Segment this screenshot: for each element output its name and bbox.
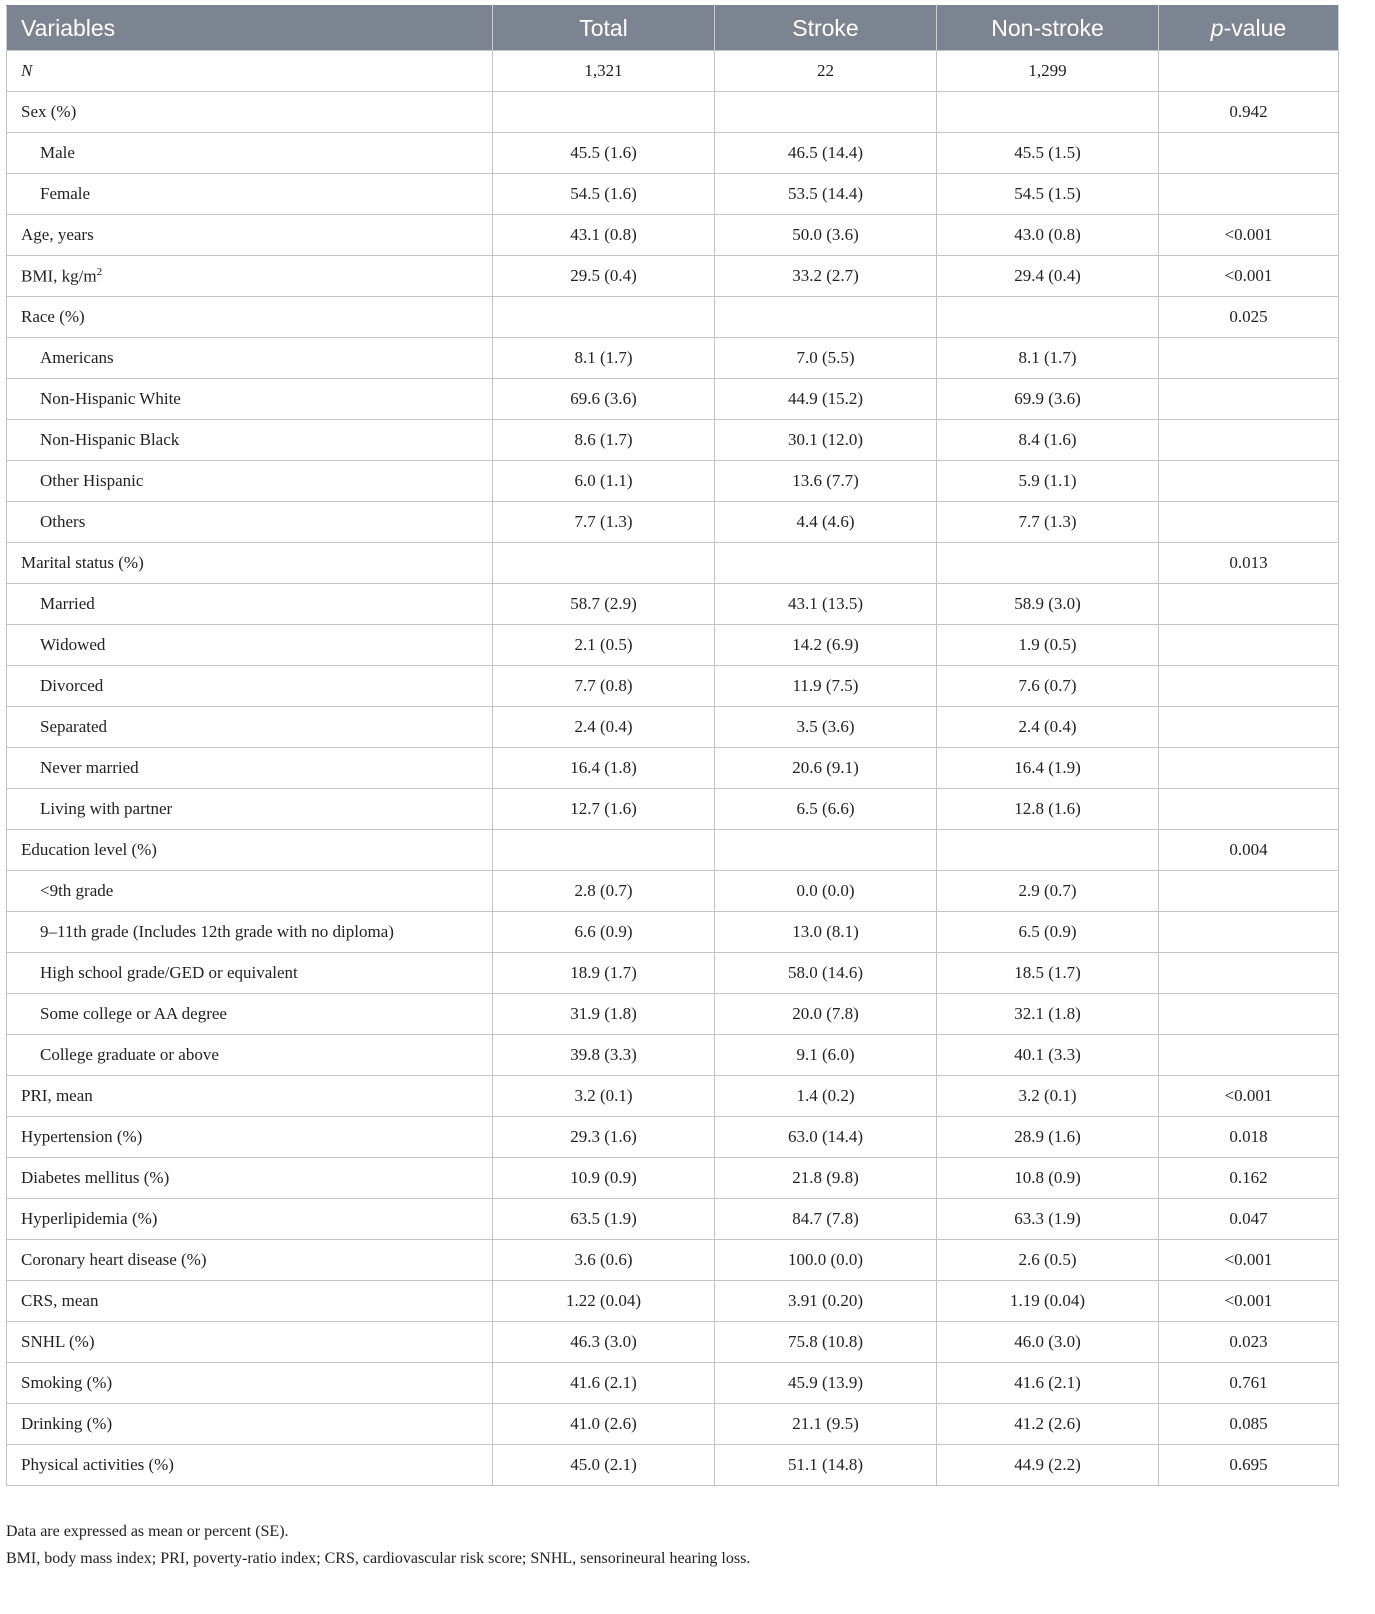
table-row	[7, 1117, 1339, 1158]
header-variables: Variables	[7, 6, 493, 51]
table-row	[7, 502, 1339, 543]
cell-variable	[7, 379, 493, 420]
footnote-2: BMI, body mass index; PRI, poverty-ratio index; CRS, cardiovascular risk score; SNHL, sensorineural hearing loss.	[6, 1550, 751, 1567]
cell-total: 7.7 (1.3)	[493, 502, 715, 543]
cell-variable	[7, 830, 493, 871]
cell-nonstroke	[937, 543, 1159, 584]
header-row	[7, 6, 1339, 51]
cell-nonstroke: 12.8 (1.6)	[937, 789, 1159, 830]
table-row	[7, 666, 1339, 707]
header-p-letter: p	[1210, 14, 1224, 41]
cell-stroke: 58.0 (14.6)	[715, 953, 937, 994]
cell-p	[1159, 51, 1339, 92]
cell-stroke: 50.0 (3.6)	[715, 215, 937, 256]
cell-nonstroke: 2.9 (0.7)	[937, 871, 1159, 912]
cell-stroke: 43.1 (13.5)	[715, 584, 937, 625]
cell-p: 0.004	[1159, 830, 1339, 871]
footnote-1: Data are expressed as mean or percent (SE).	[6, 1523, 289, 1540]
table-row	[7, 215, 1339, 256]
cell-total	[493, 92, 715, 133]
cell-variable	[7, 871, 493, 912]
table-row	[7, 584, 1339, 625]
cell-nonstroke	[937, 92, 1159, 133]
cell-p: 0.047	[1159, 1199, 1339, 1240]
cell-stroke: 63.0 (14.4)	[715, 1117, 937, 1158]
cell-p	[1159, 338, 1339, 379]
cell-total: 2.1 (0.5)	[493, 625, 715, 666]
table-row	[7, 543, 1339, 584]
cell-variable	[7, 502, 493, 543]
table-row	[7, 1035, 1339, 1076]
cell-p	[1159, 584, 1339, 625]
cell-stroke: 53.5 (14.4)	[715, 174, 937, 215]
cell-stroke: 20.6 (9.1)	[715, 748, 937, 789]
cell-total: 10.9 (0.9)	[493, 1158, 715, 1199]
cell-total: 69.6 (3.6)	[493, 379, 715, 420]
variable-label: CRS, mean	[21, 1291, 99, 1310]
cell-nonstroke: 7.7 (1.3)	[937, 502, 1159, 543]
cell-nonstroke: 58.9 (3.0)	[937, 584, 1159, 625]
cell-p	[1159, 748, 1339, 789]
cell-total	[493, 830, 715, 871]
cell-p: <0.001	[1159, 1240, 1339, 1281]
table-row	[7, 1076, 1339, 1117]
variable-label: Americans	[40, 348, 114, 367]
cell-p: 0.085	[1159, 1404, 1339, 1445]
cell-stroke	[715, 92, 937, 133]
cell-nonstroke: 16.4 (1.9)	[937, 748, 1159, 789]
cell-total: 6.6 (0.9)	[493, 912, 715, 953]
cell-total: 8.6 (1.7)	[493, 420, 715, 461]
cell-nonstroke: 45.5 (1.5)	[937, 133, 1159, 174]
cell-variable	[7, 789, 493, 830]
cell-variable	[7, 1199, 493, 1240]
variable-superscript: 2	[96, 265, 103, 278]
cell-variable	[7, 92, 493, 133]
cell-nonstroke: 69.9 (3.6)	[937, 379, 1159, 420]
cell-variable	[7, 1404, 493, 1445]
variable-label: Smoking (%)	[21, 1373, 113, 1392]
header-non-stroke: Non-stroke	[937, 6, 1159, 51]
cell-p	[1159, 666, 1339, 707]
cell-nonstroke: 1.19 (0.04)	[937, 1281, 1159, 1322]
cell-total: 8.1 (1.7)	[493, 338, 715, 379]
table-row	[7, 174, 1339, 215]
variable-label: College graduate or above	[40, 1045, 219, 1064]
table-row	[7, 1240, 1339, 1281]
cell-stroke: 7.0 (5.5)	[715, 338, 937, 379]
cell-p	[1159, 789, 1339, 830]
table-row	[7, 871, 1339, 912]
table-row	[7, 1281, 1339, 1322]
cell-stroke: 3.91 (0.20)	[715, 1281, 937, 1322]
table-row	[7, 830, 1339, 871]
cell-nonstroke: 29.4 (0.4)	[937, 256, 1159, 297]
cell-p: <0.001	[1159, 1076, 1339, 1117]
variable-label: Separated	[40, 717, 108, 736]
table-row	[7, 1445, 1339, 1486]
cell-variable	[7, 1281, 493, 1322]
cell-p: 0.162	[1159, 1158, 1339, 1199]
cell-stroke	[715, 830, 937, 871]
cell-nonstroke	[937, 830, 1159, 871]
cell-nonstroke: 8.1 (1.7)	[937, 338, 1159, 379]
cell-nonstroke: 32.1 (1.8)	[937, 994, 1159, 1035]
cell-total: 29.5 (0.4)	[493, 256, 715, 297]
cell-p	[1159, 1035, 1339, 1076]
cell-total: 39.8 (3.3)	[493, 1035, 715, 1076]
cell-p	[1159, 379, 1339, 420]
cell-stroke: 11.9 (7.5)	[715, 666, 937, 707]
table-row	[7, 625, 1339, 666]
cell-total: 29.3 (1.6)	[493, 1117, 715, 1158]
variable-label: Non-Hispanic Black	[40, 430, 180, 449]
variable-label: Diabetes mellitus (%)	[21, 1168, 170, 1187]
cell-variable	[7, 256, 493, 297]
cell-p	[1159, 502, 1339, 543]
cell-nonstroke: 44.9 (2.2)	[937, 1445, 1159, 1486]
variable-label: Hyperlipidemia (%)	[21, 1209, 158, 1228]
cell-nonstroke: 63.3 (1.9)	[937, 1199, 1159, 1240]
cell-stroke: 9.1 (6.0)	[715, 1035, 937, 1076]
variable-label: Living with partner	[40, 799, 173, 818]
variable-label: SNHL (%)	[21, 1332, 95, 1351]
table-row	[7, 953, 1339, 994]
cell-total: 43.1 (0.8)	[493, 215, 715, 256]
cell-p: <0.001	[1159, 1281, 1339, 1322]
variable-label: Marital status (%)	[21, 553, 144, 572]
cell-p: 0.695	[1159, 1445, 1339, 1486]
table-row	[7, 1363, 1339, 1404]
table-row	[7, 994, 1339, 1035]
table-row	[7, 92, 1339, 133]
table-footnotes	[6, 1518, 1346, 1572]
cell-p: 0.761	[1159, 1363, 1339, 1404]
cell-p	[1159, 871, 1339, 912]
header-stroke: Stroke	[715, 6, 937, 51]
cell-stroke	[715, 543, 937, 584]
table-row	[7, 707, 1339, 748]
variable-label: Race (%)	[21, 307, 85, 326]
cell-p	[1159, 174, 1339, 215]
cell-nonstroke: 54.5 (1.5)	[937, 174, 1159, 215]
cell-stroke: 30.1 (12.0)	[715, 420, 937, 461]
cell-stroke: 44.9 (15.2)	[715, 379, 937, 420]
cell-variable	[7, 543, 493, 584]
variable-label: Some college or AA degree	[40, 1004, 227, 1023]
cell-nonstroke: 18.5 (1.7)	[937, 953, 1159, 994]
cell-nonstroke: 28.9 (1.6)	[937, 1117, 1159, 1158]
cell-stroke: 45.9 (13.9)	[715, 1363, 937, 1404]
cell-stroke: 4.4 (4.6)	[715, 502, 937, 543]
table-header	[7, 6, 1339, 51]
table-row	[7, 133, 1339, 174]
variable-label: Age, years	[21, 225, 94, 244]
cell-stroke: 22	[715, 51, 937, 92]
cell-p	[1159, 953, 1339, 994]
cell-total	[493, 297, 715, 338]
header-p-suffix: -value	[1223, 14, 1287, 41]
cell-total: 31.9 (1.8)	[493, 994, 715, 1035]
variable-label: Coronary heart disease (%)	[21, 1250, 207, 1269]
cell-nonstroke: 2.4 (0.4)	[937, 707, 1159, 748]
cell-variable	[7, 1076, 493, 1117]
cell-variable	[7, 1322, 493, 1363]
cell-total: 7.7 (0.8)	[493, 666, 715, 707]
cell-nonstroke: 7.6 (0.7)	[937, 666, 1159, 707]
cell-total: 3.2 (0.1)	[493, 1076, 715, 1117]
cell-variable	[7, 338, 493, 379]
cell-p	[1159, 625, 1339, 666]
cell-nonstroke: 43.0 (0.8)	[937, 215, 1159, 256]
table-row	[7, 1199, 1339, 1240]
table-row	[7, 420, 1339, 461]
variable-label: Hypertension (%)	[21, 1127, 143, 1146]
cell-variable	[7, 953, 493, 994]
cell-nonstroke: 41.6 (2.1)	[937, 1363, 1159, 1404]
variable-label: Sex (%)	[21, 102, 77, 121]
cell-stroke	[715, 297, 937, 338]
header-p-value	[1159, 6, 1339, 51]
cell-variable	[7, 420, 493, 461]
cell-nonstroke: 3.2 (0.1)	[937, 1076, 1159, 1117]
cell-total: 2.8 (0.7)	[493, 871, 715, 912]
cell-total	[493, 543, 715, 584]
table-row	[7, 51, 1339, 92]
baseline-characteristics-table	[6, 5, 1339, 1486]
cell-variable	[7, 666, 493, 707]
variable-label: N	[21, 61, 33, 80]
cell-variable	[7, 174, 493, 215]
cell-stroke: 14.2 (6.9)	[715, 625, 937, 666]
cell-nonstroke: 1.9 (0.5)	[937, 625, 1159, 666]
cell-nonstroke: 6.5 (0.9)	[937, 912, 1159, 953]
variable-label: Drinking (%)	[21, 1414, 113, 1433]
variable-label: High school grade/GED or equivalent	[40, 963, 298, 982]
cell-stroke: 20.0 (7.8)	[715, 994, 937, 1035]
variable-label: 9–11th grade (Includes 12th grade with no diploma)	[40, 922, 394, 941]
table-row	[7, 912, 1339, 953]
table-row	[7, 297, 1339, 338]
variable-label: Married	[40, 594, 95, 613]
variable-label: Education level (%)	[21, 840, 157, 859]
variable-label: Female	[40, 184, 91, 203]
variable-label: Other Hispanic	[40, 471, 144, 490]
variable-label: BMI, kg/m	[21, 266, 97, 286]
variable-label: Non-Hispanic White	[40, 389, 181, 408]
cell-variable	[7, 215, 493, 256]
cell-stroke: 6.5 (6.6)	[715, 789, 937, 830]
cell-p: 0.942	[1159, 92, 1339, 133]
cell-total: 6.0 (1.1)	[493, 461, 715, 502]
cell-variable	[7, 748, 493, 789]
cell-stroke: 3.5 (3.6)	[715, 707, 937, 748]
cell-variable	[7, 461, 493, 502]
cell-p	[1159, 912, 1339, 953]
cell-variable	[7, 912, 493, 953]
cell-total: 2.4 (0.4)	[493, 707, 715, 748]
table-body	[7, 51, 1339, 1486]
cell-p	[1159, 420, 1339, 461]
cell-variable	[7, 625, 493, 666]
cell-nonstroke: 1,299	[937, 51, 1159, 92]
cell-total: 41.0 (2.6)	[493, 1404, 715, 1445]
cell-nonstroke	[937, 297, 1159, 338]
table-row	[7, 1404, 1339, 1445]
table-row	[7, 379, 1339, 420]
cell-total: 46.3 (3.0)	[493, 1322, 715, 1363]
variable-label: PRI, mean	[21, 1086, 93, 1105]
cell-variable	[7, 584, 493, 625]
cell-stroke: 0.0 (0.0)	[715, 871, 937, 912]
baseline-characteristics-table-wrapper	[6, 5, 1338, 1486]
variable-label: Widowed	[40, 635, 106, 654]
cell-total: 16.4 (1.8)	[493, 748, 715, 789]
cell-p	[1159, 133, 1339, 174]
cell-p: 0.023	[1159, 1322, 1339, 1363]
cell-stroke: 100.0 (0.0)	[715, 1240, 937, 1281]
table-row	[7, 1322, 1339, 1363]
cell-total: 58.7 (2.9)	[493, 584, 715, 625]
cell-variable	[7, 51, 493, 92]
cell-total: 1.22 (0.04)	[493, 1281, 715, 1322]
cell-total: 3.6 (0.6)	[493, 1240, 715, 1281]
cell-stroke: 84.7 (7.8)	[715, 1199, 937, 1240]
cell-total: 63.5 (1.9)	[493, 1199, 715, 1240]
cell-nonstroke: 46.0 (3.0)	[937, 1322, 1159, 1363]
variable-label: Never married	[40, 758, 139, 777]
cell-variable	[7, 1445, 493, 1486]
cell-stroke: 46.5 (14.4)	[715, 133, 937, 174]
cell-nonstroke: 5.9 (1.1)	[937, 461, 1159, 502]
table-row	[7, 748, 1339, 789]
cell-p	[1159, 461, 1339, 502]
cell-variable	[7, 1035, 493, 1076]
variable-label: Male	[40, 143, 75, 162]
cell-p: 0.025	[1159, 297, 1339, 338]
table-row	[7, 461, 1339, 502]
header-total: Total	[493, 6, 715, 51]
cell-stroke: 33.2 (2.7)	[715, 256, 937, 297]
cell-nonstroke: 8.4 (1.6)	[937, 420, 1159, 461]
cell-p: 0.018	[1159, 1117, 1339, 1158]
cell-total: 45.5 (1.6)	[493, 133, 715, 174]
cell-p	[1159, 707, 1339, 748]
variable-label: Physical activities (%)	[21, 1455, 174, 1474]
cell-variable	[7, 1158, 493, 1199]
cell-stroke: 13.0 (8.1)	[715, 912, 937, 953]
cell-stroke: 13.6 (7.7)	[715, 461, 937, 502]
variable-label: <9th grade	[40, 881, 114, 900]
cell-variable	[7, 1363, 493, 1404]
cell-variable	[7, 133, 493, 174]
cell-stroke: 51.1 (14.8)	[715, 1445, 937, 1486]
cell-stroke: 21.1 (9.5)	[715, 1404, 937, 1445]
cell-nonstroke: 2.6 (0.5)	[937, 1240, 1159, 1281]
cell-stroke: 21.8 (9.8)	[715, 1158, 937, 1199]
cell-nonstroke: 10.8 (0.9)	[937, 1158, 1159, 1199]
cell-total: 45.0 (2.1)	[493, 1445, 715, 1486]
cell-p: <0.001	[1159, 256, 1339, 297]
cell-variable	[7, 297, 493, 338]
cell-total: 54.5 (1.6)	[493, 174, 715, 215]
cell-variable	[7, 994, 493, 1035]
cell-total: 1,321	[493, 51, 715, 92]
cell-p: <0.001	[1159, 215, 1339, 256]
cell-variable	[7, 1117, 493, 1158]
cell-stroke: 75.8 (10.8)	[715, 1322, 937, 1363]
cell-p	[1159, 994, 1339, 1035]
variable-label: Divorced	[40, 676, 104, 695]
cell-nonstroke: 41.2 (2.6)	[937, 1404, 1159, 1445]
cell-nonstroke: 40.1 (3.3)	[937, 1035, 1159, 1076]
cell-p: 0.013	[1159, 543, 1339, 584]
cell-total: 18.9 (1.7)	[493, 953, 715, 994]
cell-stroke: 1.4 (0.2)	[715, 1076, 937, 1117]
table-row	[7, 256, 1339, 297]
variable-label: Others	[40, 512, 86, 531]
table-row	[7, 1158, 1339, 1199]
table-row	[7, 338, 1339, 379]
cell-variable	[7, 707, 493, 748]
cell-total: 41.6 (2.1)	[493, 1363, 715, 1404]
table-row	[7, 789, 1339, 830]
cell-variable	[7, 1240, 493, 1281]
cell-total: 12.7 (1.6)	[493, 789, 715, 830]
